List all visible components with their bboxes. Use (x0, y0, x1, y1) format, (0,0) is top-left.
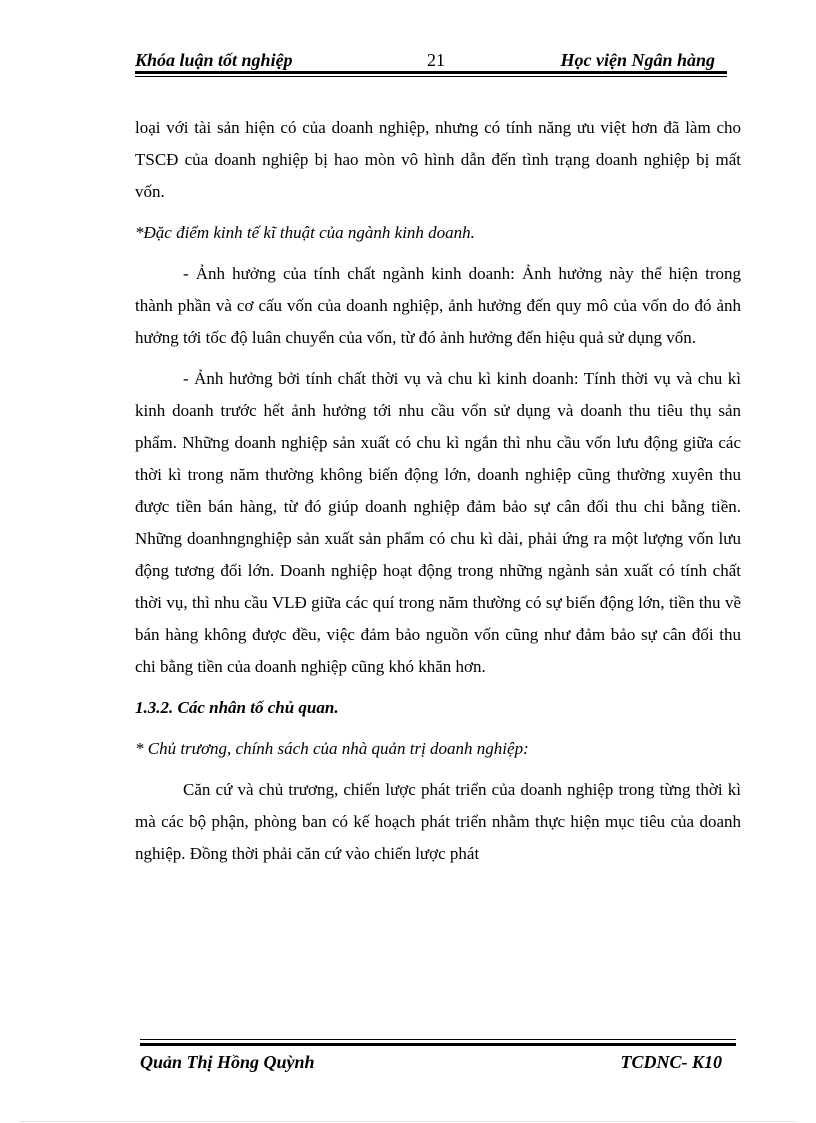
footer-class-code: TCDNC- K10 (620, 1052, 722, 1072)
subheading-management-policy: * Chủ trương, chính sách của nhà quản trị doanh nghiệp: (135, 739, 529, 758)
header-institution: Học viện Ngân hàng (560, 50, 715, 70)
paragraph-industry-nature: - Ảnh hưởng của tính chất ngành kinh doanh: Ảnh hưởng này thể hiện trong thành phần và cơ cấu vốn của doanh nghiệp, ảnh hưởng đến quy mô của vốn do đó ảnh hưởng tới tốc độ luân chuyển của vốn, từ đó ảnh hưởng đến hiệu quả sử dụng vốn. (135, 264, 741, 347)
paragraph-seasonality: - Ảnh hưởng bởi tính chất thời vụ và chu kì kinh doanh: Tính thời vụ và chu kì kinh doanh trước hết ảnh hưởng tới nhu cầu vốn sử dụng và doanh thu tiêu thụ sản phẩm. Những doanh nghiệp sản xuất có chu kì ngắn thì nhu cầu vốn lưu động giữa các thời kì trong năm thường không biến động lớn, doanh nghiệp cũng thường xuyên thu được tiền bán hàng, từ đó giúp doanh nghiệp đảm bảo sự cân đối thu chi bằng tiền. Những doanhngnghiệp sản xuất sản phẩm có chu kì dài, phải ứng ra một lượng vốn lưu động tương đối lớn. Doanh nghiệp hoạt động trong những ngành sản xuất có tính chất thời vụ, thì nhu cầu VLĐ giữa các quí trong năm thường có sự biến động lớn, tiền thu về bán hàng không được đều, việc đảm bảo nguồn vốn cũng như đảm bảo sự cân đối thu chi bằng tiền của doanh nghiệp cũng khó khăn hơn. (135, 369, 741, 676)
header-rule-thick (135, 71, 727, 74)
page-footer (140, 1052, 722, 1078)
paragraph-policy: Căn cứ và chủ trương, chiến lược phát triển của doanh nghiệp trong từng thời kì mà các bộ phận, phòng ban có kế hoạch phát triển nhằm thực hiện mục tiêu của doanh nghiệp. Đồng thời phải căn cứ vào chiến lược phát (135, 780, 741, 863)
page-number: 21 (427, 50, 445, 70)
section-heading: 1.3.2. Các nhân tố chủ quan. (135, 698, 339, 717)
header-rule-thin (135, 76, 727, 77)
footer-rule-thick (140, 1043, 736, 1046)
header-thesis-title: Khóa luận tốt nghiệp (135, 50, 293, 70)
footer-rule-thin (140, 1039, 736, 1040)
document-body (135, 112, 741, 870)
page-edge-divider (20, 1121, 796, 1122)
page-header (135, 48, 727, 72)
subheading-technical-characteristics: *Đặc điểm kinh tế kĩ thuật của ngành kinh doanh. (135, 223, 475, 242)
footer-author: Quản Thị Hồng Quỳnh (140, 1052, 315, 1072)
paragraph-continuation: loại với tài sản hiện có của doanh nghiệp, nhưng có tính năng ưu việt hơn đã làm cho TSCĐ của doanh nghiệp bị hao mòn vô hình dẫn đến tình trạng doanh nghiệp bị mất vốn. (135, 118, 741, 201)
